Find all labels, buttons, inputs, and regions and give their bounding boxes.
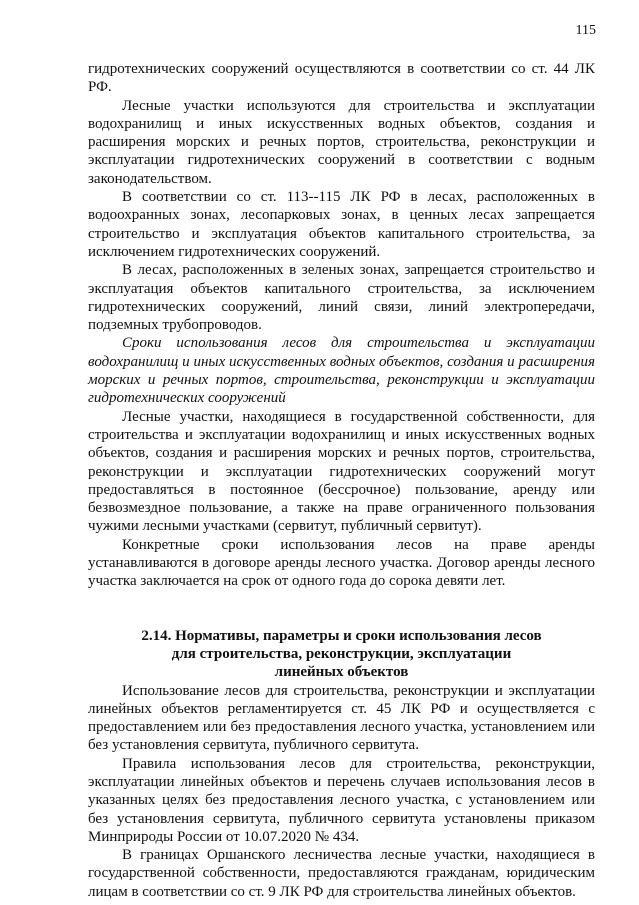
section-heading-line-1: 2.14. Нормативы, параметры и сроки использования лесов xyxy=(141,627,542,644)
paragraph-rules-order-434: Правила использования лесов для строительства, реконструкции, эксплуатации линейных объектов и перечень случаев использования лесов в указанных целях без предоставления лесного участка, с установлением или без установления сервитута, публичного сервитута установлены приказом Минприроды России от 10.07.2020 № 434. xyxy=(88,755,595,845)
paragraph-state-owned-plots: Лесные участки, находящиеся в государственной собственности, для строительства и эксплуатации водохранилищ и иных искусственных водных объектов, создания и расширения морских и речных портов, строительства, реконструкции и эксплуатации гидротехнических сооружений могут предоставляться в постоянное (бессрочное) пользование, аренду или безвозмездное пользование, а также на праве ограниченного пользования чужими лесными участками (сервитут, публичный сервитут). xyxy=(88,408,595,535)
italic-subheading: Сроки использования лесов для строительства и эксплуатации водохранилищ и иных искусственных водных объектов, создания и расширения морских и речных портов, строительства, реконструкции и эксплуатации гидротехнических сооружений xyxy=(88,335,595,407)
page-number: 115 xyxy=(575,23,596,38)
section-heading-line-2: для строительства, реконструкции, эксплуатации xyxy=(171,645,512,662)
paragraph-article-45: Использование лесов для строительства, реконструкции и эксплуатации линейных объектов регламентируется ст. 45 ЛК РФ и осуществляется с предоставлением или без предоставления лесного участка, установлением или без установления сервитута, публичного сервитута. xyxy=(88,682,595,754)
paragraph-continuation: гидротехнических сооружений осуществляются в соответствии со ст. 44 ЛК РФ. xyxy=(88,61,595,96)
section-heading-line-3: линейных объектов xyxy=(274,664,409,681)
paragraph-forest-plots-use: Лесные участки используются для строительства и эксплуатации водохранилищ и иных искусственных водных объектов, создания и расширения морских и речных портов, строительства, реконструкции и эксплуатации гидротехнических сооружений в соответствии с водным законодательством. xyxy=(88,97,595,187)
paragraph-orsha-forestry: В границах Оршанского лесничества лесные участки, находящиеся в государственной собственности, предоставляются гражданам, юридическим лицам в соответствии со ст. 9 ЛК РФ для строительства линейных объектов. xyxy=(88,847,595,900)
paragraph-article-113-115: В соответствии со ст. 113--115 ЛК РФ в лесах, расположенных в водоохранных зонах, лесопарковых зонах, в ценных лесах запрещается строительство и эксплуатация объектов капитального строительства, за исключением гидротехнических сооружений. xyxy=(88,189,595,260)
document-body xyxy=(88,60,595,901)
paragraph-green-zones: В лесах, расположенных в зеленых зонах, запрещается строительство и эксплуатация объектов капитального строительства, за исключением гидротехнических сооружений, линий связи, линий электропередачи, подземных трубопроводов. xyxy=(88,262,595,334)
section-heading xyxy=(88,627,595,682)
paragraph-lease-terms: Конкретные сроки использования лесов на праве аренды устанавливаются в договоре аренды лесного участка. Договор аренды лесного участка заключается на срок от одного года до сорока девяти лет. xyxy=(88,536,595,590)
